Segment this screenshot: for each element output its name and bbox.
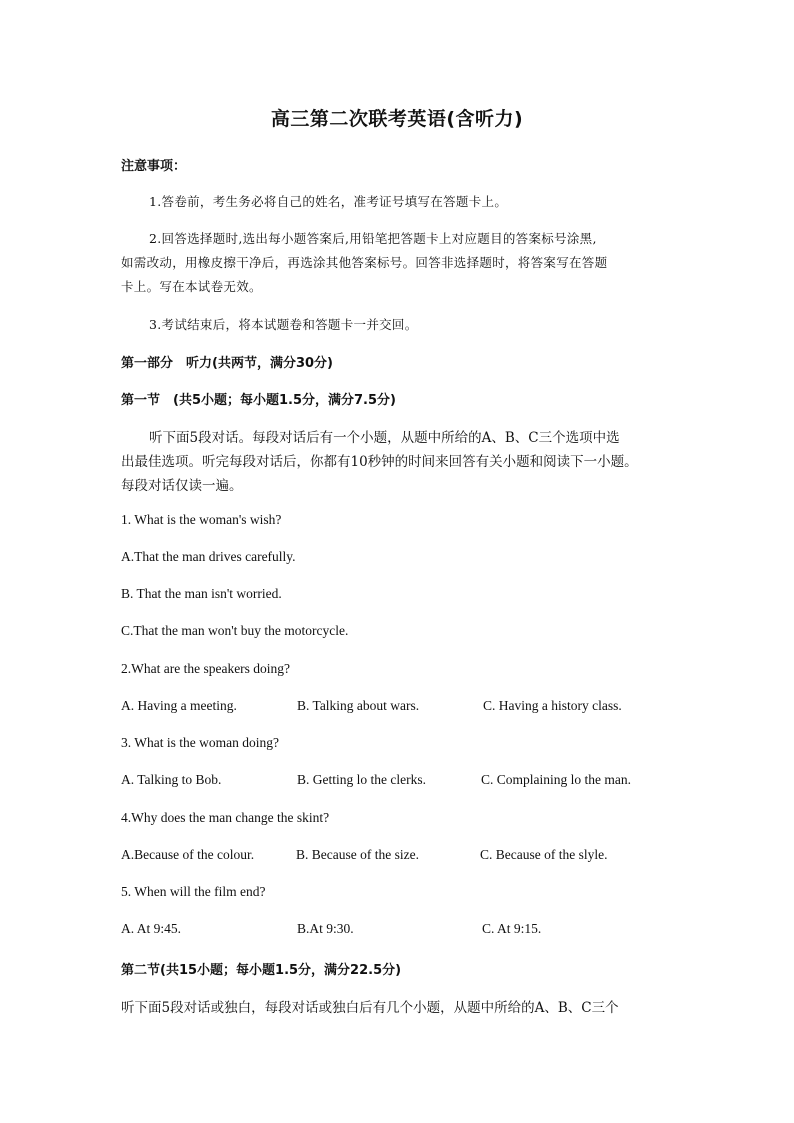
- question-5-option-c: C. At 9:15.: [482, 921, 542, 936]
- notice-item-1: 1.答卷前，考生务必将自己的姓名，准考证号填写在答题卡上。: [149, 194, 508, 209]
- notice-item-2-line-2: 如需改动，用橡皮擦干净后，再选涂其他答案标号。回答非选择题时，将答案写在答题: [121, 255, 608, 270]
- question-2-option-b: B. Talking about wars.: [297, 698, 420, 713]
- question-2-option-a: A. Having a meeting.: [121, 698, 237, 713]
- notice-item-3: 3.考试结束后，将本试题卷和答题卡一并交回。: [149, 317, 418, 332]
- section2-instruction-line-1: 听下面5段对话或独白，每段对话或独白后有几个小题，从题中所给的A、B、C三个: [121, 1000, 619, 1016]
- question-5-option-b: B.At 9:30.: [297, 921, 354, 936]
- question-3-option-c: C. Complaining lo the man.: [481, 772, 631, 787]
- question-5: 5. When will the film end?: [121, 884, 266, 899]
- question-1-option-c: C.That the man won't buy the motorcycle.: [121, 623, 349, 638]
- question-1: 1. What is the woman's wish?: [121, 512, 282, 527]
- question-4-option-b: B. Because of the size.: [296, 847, 419, 862]
- question-2: 2.What are the speakers doing?: [121, 661, 291, 676]
- notice-item-2-line-3: 卡上。写在本试卷无效。: [121, 279, 262, 294]
- page-title: 高三第二次联考英语(含听力): [270, 108, 524, 130]
- section1-instruction-line-3: 每段对话仅读一遍。: [121, 478, 243, 494]
- notice-heading: 注意事项：: [121, 159, 187, 174]
- notice-item-2-line-1: 2.回答选择题时,选出每小题答案后,用铅笔把答题卡上对应题目的答案标号涂黑,: [149, 231, 597, 246]
- section1-instruction-line-1: 听下面5段对话。每段对话后有一个小题，从题中所给的A、B、C三个选项中选: [149, 430, 620, 446]
- question-5-option-a: A. At 9:45.: [121, 921, 182, 936]
- question-3-option-b: B. Getting lo the clerks.: [297, 772, 426, 787]
- question-1-option-b: B. That the man isn't worried.: [121, 586, 282, 601]
- section1-instruction-line-2: 出最佳选项。听完每段对话后，你都有10秒钟的时间来回答有关小题和阅读下一小题。: [121, 454, 638, 470]
- section2-heading: 第二节(共15小题；每小题1.5分，满分22.5分): [121, 963, 402, 978]
- part1-heading: 第一部分 听力(共两节，满分30分): [121, 356, 333, 371]
- question-3: 3. What is the woman doing?: [121, 735, 279, 750]
- question-2-option-c: C. Having a history class.: [483, 698, 622, 713]
- question-4: 4.Why does the man change the skint?: [121, 810, 330, 825]
- section1-heading: 第一节 (共5小题；每小题1.5分，满分7.5分): [121, 393, 396, 408]
- question-4-option-c: C. Because of the slyle.: [480, 847, 608, 862]
- question-1-option-a: A.That the man drives carefully.: [121, 549, 296, 564]
- question-4-option-a: A.Because of the colour.: [121, 847, 255, 862]
- question-3-option-a: A. Talking to Bob.: [121, 772, 222, 787]
